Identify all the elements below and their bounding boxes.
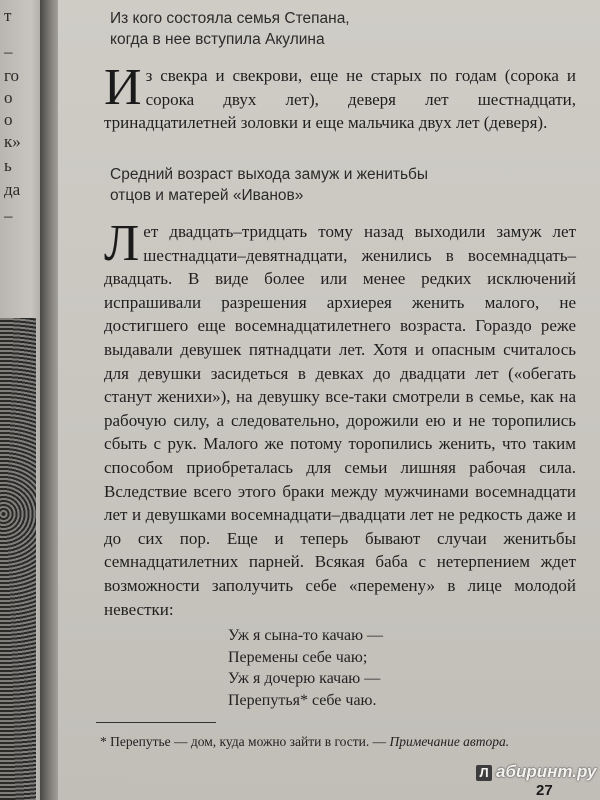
book-page (58, 0, 600, 800)
poem-line: Уж я дочерю качаю — (228, 670, 381, 687)
left-page-fragment: го (4, 66, 20, 85)
left-page-fragment: о (4, 110, 13, 129)
drop-cap: И (104, 59, 142, 116)
labirint-watermark (476, 762, 596, 782)
footnote (100, 733, 580, 751)
watermark-text: абиринт.ру (496, 762, 597, 781)
left-page-fragment: да (4, 180, 21, 199)
paragraph (104, 215, 576, 621)
paragraph-text: з свекра и свекрови, еще не старых по годам (сорока и сорока двух лет), деверя лет шестнадцати, тринадцатилетней золовки и еще мальчика двух лет (деверя). (104, 66, 576, 133)
heading-line: Средний возраст выхода замуж и женитьбы (110, 166, 429, 183)
section-heading (110, 164, 530, 206)
footnote-attribution: Примечание автора. (389, 734, 510, 749)
poem-verse (228, 625, 488, 711)
heading-line: отцов и матерей «Иванов» (110, 187, 304, 204)
paragraph-text: ет двадцать–тридцать тому назад выходили замуж лет шестнадцати–девятнадцати, женились в восемнадцать–двадцать. В виде более или менее редких исключений испрашивали разрешения архиерея женить малого, не достигшего еще восемнадцатилетнего возраста. Гораздо реже выдавали девушек пятнадцати лет. Хотя и опасным считалось для девушки засидеться в девках до двадцати лет («обегать станут женихи»), на девушку все-таки смотрели в семье, как на рабочую силу, а следовательно, дорожили ею и не торопились сбыть с рук. Малого же потому торопились женить, что таким способом приобреталась для семьи лишняя рабочая сила. Вследствие всего этого браки между мужчинами восемнадцати лет и девушками восемнадцати–двадцати лет не редкость даже и до сих пор. Еще и теперь бывают случаи женитьбы семнадцатилетних парней. Всякая баба с нетерпением ждет возможности заполучить себе «перемену» в лице молодой невестки: (104, 222, 576, 619)
paragraph (104, 59, 576, 135)
engraving-illustration (0, 318, 36, 800)
left-page-fragment: – (4, 206, 13, 225)
left-page-fragment: ь (4, 156, 12, 175)
left-page-fragment: т (4, 6, 12, 25)
labirint-logo-icon: Л (476, 765, 492, 781)
left-page-fragment: о (4, 88, 13, 107)
section-heading (110, 8, 530, 50)
poem-line: Перемены себе чаю; (228, 648, 368, 666)
heading-line: Из кого состояла семья Степана, (110, 10, 350, 27)
footnote-text: * Перепутье — дом, куда можно зайти в гости. — (100, 734, 390, 749)
drop-cap: Л (104, 215, 140, 272)
left-page-fragment: к» (4, 132, 21, 151)
poem-line: Уж я сына-то качаю — (228, 627, 384, 644)
left-facing-page (0, 0, 44, 800)
page-number: 27 (536, 782, 553, 799)
left-page-fragment: – (4, 42, 13, 61)
poem-line: Перепутья* себе чаю. (228, 691, 377, 709)
footnote-divider (96, 722, 216, 723)
heading-line: когда в нее вступила Акулина (110, 31, 325, 48)
